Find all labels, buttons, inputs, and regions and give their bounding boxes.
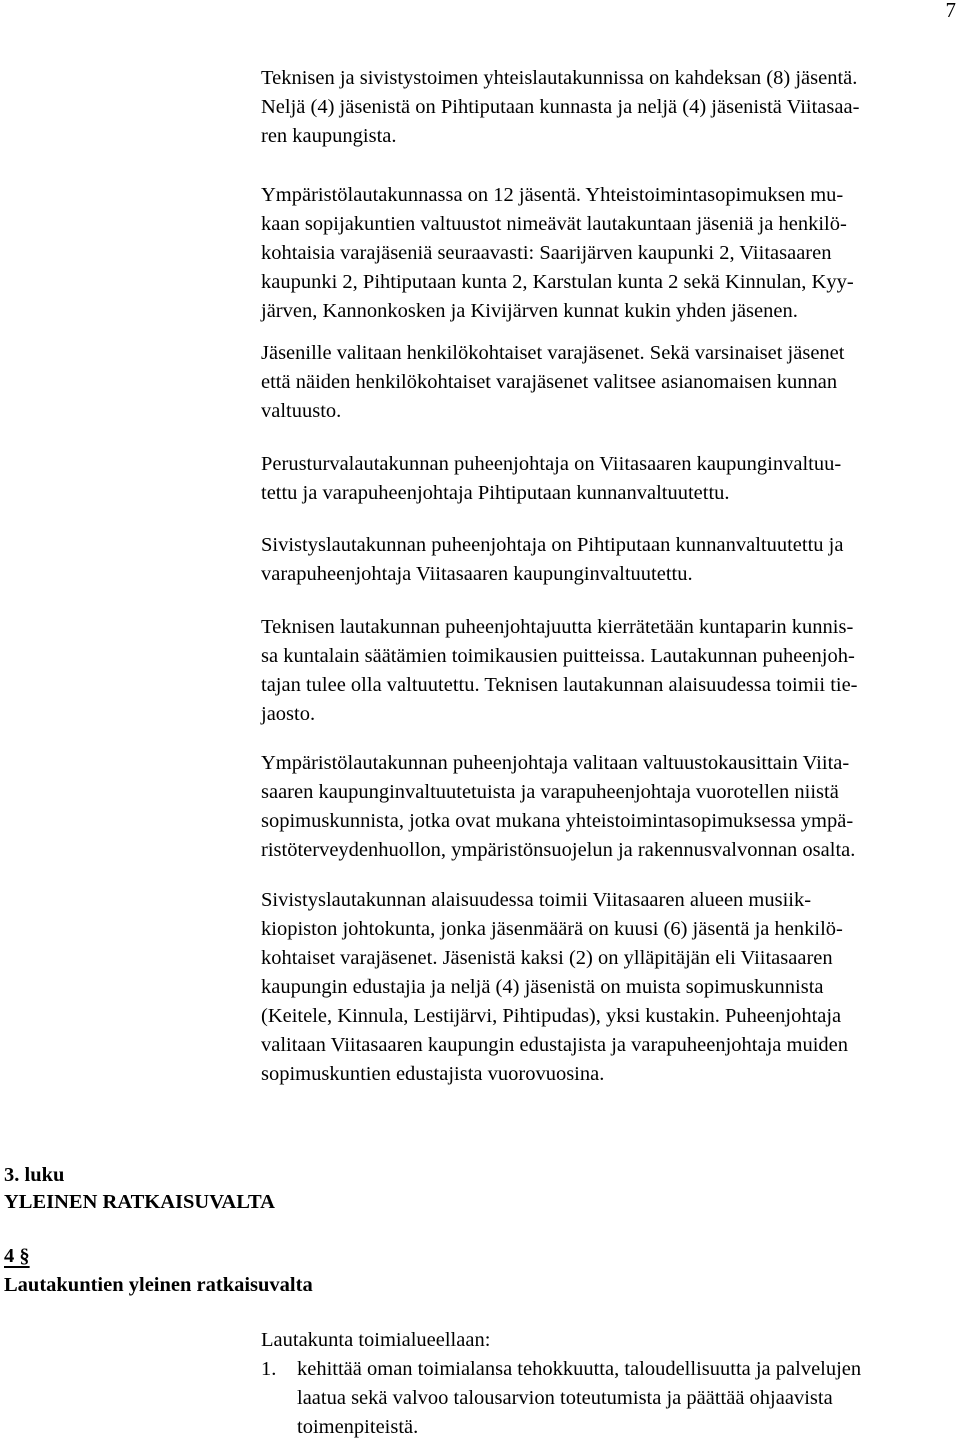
- paragraph-education-chair: Sivistyslautakunnan puheenjohtaja on Pihtiputaan kunnanvaltuutettu ja varapuheenjohtaja Viitasaaren kaupunginvaltuutettu.: [261, 534, 844, 585]
- section-title: Lautakuntien yleinen ratkaisuvalta: [4, 1274, 313, 1296]
- list-intro: Lautakunta toimialueellaan:: [261, 1329, 491, 1351]
- paragraph-environment-chair: Ympäristölautakunnan puheenjohtaja valitaan valtuustokausittain Viita- saaren kaupunginvaltuutetuista ja varapuheenjohtaja vuorotellen niistä sopimuskunnista, jotka ovat mukana yhteistoimintasopimuksessa ympä- ristöterveydenhuollon, ympäristönsuojelun ja rakennusvalvonnan osalta.: [261, 752, 856, 861]
- paragraph-basic-services-chair: Perusturvalautakunnan puheenjohtaja on Viitasaaren kaupunginvaltuu- tettu ja varapuheenjohtaja Pihtiputaan kunnanvaltuutettu.: [261, 453, 842, 504]
- paragraph-environment-board: Ympäristölautakunnassa on 12 jäsentä. Yhteistoimintasopimuksen mu- kaan sopijakuntien valtuustot nimeävät lautakuntaan jäseniä ja henkilö- kohtaisia varajäseniä seuraavasti: Saarijärven kaupunki 2, Viitasaaren kaupunki 2, Pihtiputaan kunta 2, Karstulan kunta 2 sekä Kinnulan, Kyy- järven, Kannonkosken ja Kivijärven kunnat kukin yhden jäsenen.: [261, 184, 854, 322]
- chapter-title: YLEINEN RATKAISUVALTA: [4, 1191, 275, 1213]
- section-number: 4 §: [4, 1245, 30, 1267]
- paragraph-technical-chair: Teknisen lautakunnan puheenjohtajuutta kierrätetään kuntaparin kunnis- sa kuntalain säätämien toimikausien puitteissa. Lautakunnan puheenjoh- tajan tulee olla valtuutettu. Teknisen lautakunnan alaisuudessa toimii tie- jaosto.: [261, 616, 858, 725]
- list-item-text: kehittää oman toimialansa tehokkuutta, taloudellisuutta ja palvelujen laatua sekä valvoo talousarvion toteutumista ja päättää ohjaavista toimenpiteistä.: [297, 1358, 862, 1438]
- page-number: 7: [945, 0, 956, 22]
- paragraph-board-members: Teknisen ja sivistystoimen yhteislautakunnissa on kahdeksan (8) jäsentä. Neljä (4) jäsenistä on Pihtiputaan kunnasta ja neljä (4) jäsenistä Viitasaa- ren kaupungista.: [261, 67, 860, 147]
- chapter-number: 3. luku: [4, 1164, 65, 1186]
- paragraph-music-school-board: Sivistyslautakunnan alaisuudessa toimii Viitasaaren alueen musiik- kiopiston johtokunta, jonka jäsenmäärä on kuusi (6) jäsentä ja henkilö- kohtaiset varajäsenet. Jäsenistä kaksi (2) on ylläpitäjän eli Viitasaaren kaupungin edustajia ja neljä (4) jäsenistä on muista sopimuskunnista (Keitele, Kinnula, Lestijärvi, Pihtipudas), yksi kustakin. Puheenjohtaja valitaan Viitasaaren kaupungin edustajista ja varapuheenjohtaja muiden sopimuskuntien edustajista vuorovuosina.: [261, 889, 848, 1085]
- list-item-marker: 1.: [261, 1358, 277, 1380]
- paragraph-deputy-members: Jäsenille valitaan henkilökohtaiset varajäsenet. Sekä varsinaiset jäsenet että näiden henkilökohtaiset varajäsenet valitsee asianomaisen kunnan valtuusto.: [261, 342, 845, 422]
